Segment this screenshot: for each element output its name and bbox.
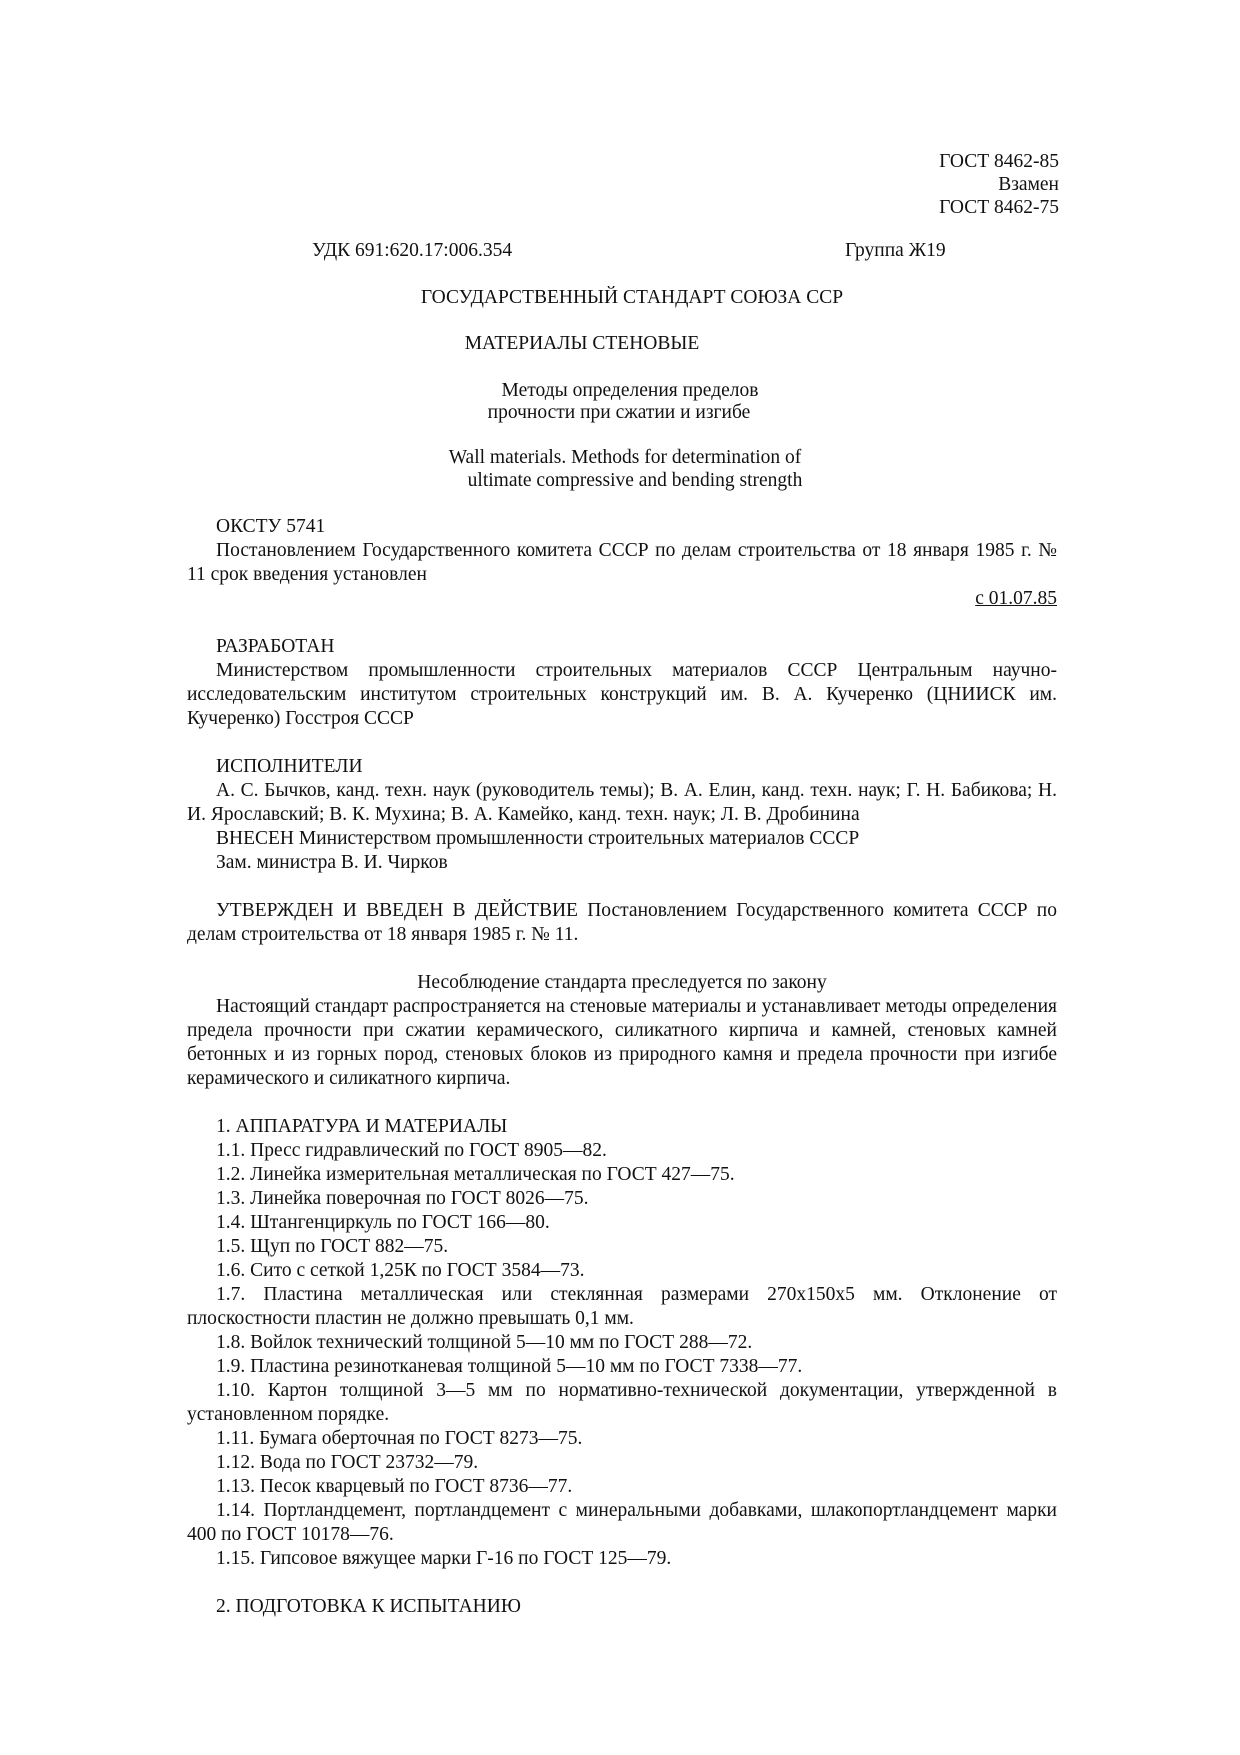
- document-body: [187, 515, 1057, 1619]
- replaces-gost: ГОСТ 8462-75: [939, 197, 1059, 218]
- resolution-text: Постановлением Государственного комитета СССР по делам строительства от 18 января 1985 г. № 11 срок введения установлен: [187, 540, 1057, 585]
- introduced-text: ВНЕСЕН Министерством промышленности строительных материалов СССР: [216, 828, 860, 849]
- list-item: 1.14. Портландцемент, портландцемент с минеральными добавками, шлакопортландцемент марки 400 по ГОСТ 10178—76.: [187, 1500, 1057, 1545]
- list-item: 1.6. Сито с сеткой 1,25К по ГОСТ 3584—73.: [216, 1260, 585, 1281]
- list-item: 1.2. Линейка измерительная металлическая по ГОСТ 427—75.: [216, 1164, 735, 1185]
- udk-code: УДК 691:620.17:006.354: [312, 240, 513, 261]
- list-item: 1.13. Песок кварцевый по ГОСТ 8736—77.: [216, 1476, 573, 1497]
- standard-type: ГОСУДАРСТВЕННЫЙ СТАНДАРТ СОЮЗА ССР: [420, 287, 844, 308]
- effective-date: с 01.07.85: [975, 588, 1057, 609]
- list-item: 1.15. Гипсовое вяжущее марки Г-16 по ГОСТ 125—79.: [216, 1548, 672, 1569]
- document-name: МАТЕРИАЛЫ СТЕНОВЫЕ: [464, 333, 700, 354]
- list-item: 1.1. Пресс гидравлический по ГОСТ 8905—82.: [216, 1140, 607, 1161]
- list-item: 1.11. Бумага оберточная по ГОСТ 8273—75.: [216, 1428, 583, 1449]
- effective-date-line: [187, 587, 1057, 611]
- list-item: 1.3. Линейка поверочная по ГОСТ 8026—75.: [216, 1188, 589, 1209]
- english-title-line-1: Wall materials. Methods for determination of: [448, 447, 802, 468]
- list-item: 1.7. Пластина металлическая или стеклянная размерами 270х150х5 мм. Отклонение от плоскостности пластин не должно превышать 0,1 мм.: [187, 1284, 1057, 1329]
- deputy-minister: Зам. министра В. И. Чирков: [216, 852, 448, 873]
- list-item: 1.5. Щуп по ГОСТ 882—75.: [216, 1236, 449, 1257]
- group-code: Группа Ж19: [845, 240, 946, 261]
- executors-heading: ИСПОЛНИТЕЛИ: [216, 756, 363, 777]
- gost-header-block: [939, 150, 1059, 219]
- replaces-label: Взамен: [998, 174, 1059, 195]
- list-item: 1.4. Штангенциркуль по ГОСТ 166—80.: [216, 1212, 550, 1233]
- list-item: 1.9. Пластина резинотканевая толщиной 5—10 мм по ГОСТ 7338—77.: [216, 1356, 803, 1377]
- english-title-line-2: ultimate compressive and bending strength: [467, 470, 803, 491]
- section-1-heading: 1. АППАРАТУРА И МАТЕРИАЛЫ: [216, 1116, 508, 1137]
- scope-text: Настоящий стандарт распространяется на стеновые материалы и устанавливает методы определения предела прочности при сжатии керамического, силикатного кирпича и камней, стеновых камней бетонных и из горных пород, стеновых блоков из природного камня и предела прочности при изгибе керамического и силикатного кирпича.: [187, 996, 1057, 1089]
- gost-number: ГОСТ 8462-85: [939, 151, 1059, 172]
- list-item: 1.8. Войлок технический толщиной 5—10 мм по ГОСТ 288—72.: [216, 1332, 753, 1353]
- okstu-code: ОКСТУ 5741: [216, 516, 326, 537]
- legal-notice: Несоблюдение стандарта преследуется по закону: [417, 972, 827, 993]
- subtitle-line-2: прочности при сжатии и изгибе: [487, 402, 751, 423]
- developed-heading: РАЗРАБОТАН: [216, 636, 335, 657]
- list-item: 1.10. Картон толщиной 3—5 мм по нормативно-технической документации, утвержденной в установленном порядке.: [187, 1380, 1057, 1425]
- developed-text: Министерством промышленности строительных материалов СССР Центральным научно-исследовательским институтом строительных конструкций им. В. А. Кучеренко (ЦНИИСК им. Кучеренко) Госстроя СССР: [187, 660, 1057, 729]
- approved-text: УТВЕРЖДЕН И ВВЕДЕН В ДЕЙСТВИЕ Постановлением Государственного комитета СССР по делам строительства от 18 января 1985 г. № 11.: [187, 900, 1057, 945]
- list-item: 1.12. Вода по ГОСТ 23732—79.: [216, 1452, 479, 1473]
- executors-names: А. С. Бычков, канд. техн. наук (руководитель темы); В. А. Елин, канд. техн. наук; Г. Н. Бабикова; Н. И. Ярославский; В. К. Мухина; В. А. Камейко, канд. техн. наук; Л. В. Дробинина: [187, 780, 1057, 825]
- section-2-heading: 2. ПОДГОТОВКА К ИСПЫТАНИЮ: [216, 1596, 521, 1617]
- subtitle-line-1: Методы определения пределов: [501, 380, 759, 401]
